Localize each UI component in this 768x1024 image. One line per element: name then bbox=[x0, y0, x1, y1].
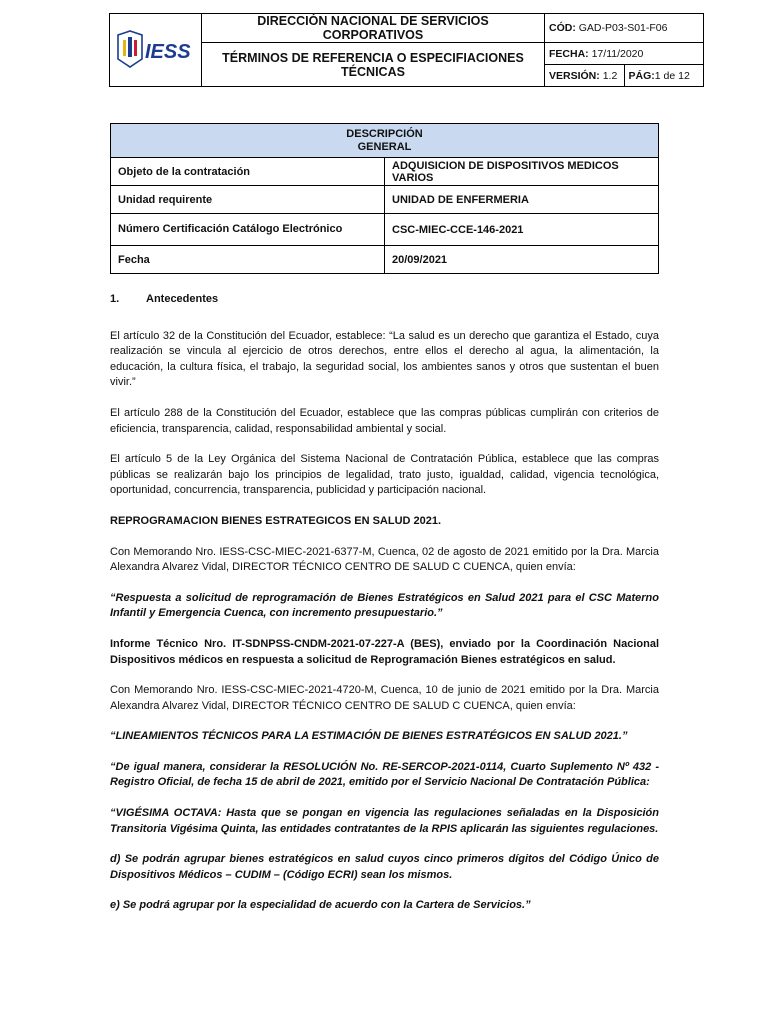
document-header bbox=[109, 13, 704, 87]
quote: “VIGÉSIMA OCTAVA: Hasta que se pongan en vigencia las regulaciones señaladas en la Disposición Transitoria Vigésima Quinta, las entidades contratantes de la RPIS aplicarán las siguientes regulaciones. bbox=[110, 807, 659, 835]
description-table bbox=[110, 123, 659, 274]
paragraph: Con Memorando Nro. IESS-CSC-MIEC-2021-4720-M, Cuenca, 10 de junio de 2021 emitido por la Dra. Marcia Alexandra Alvarez Vidal, DIRECTOR TÉCNICO CENTRO DE SALUD C CUENCA, quien envía: bbox=[110, 684, 659, 712]
row-label: Número Certificación Catálogo Electrónico bbox=[111, 214, 385, 246]
code-value: GAD-P03-S01-F06 bbox=[578, 22, 668, 34]
version-label: VERSIÓN: bbox=[549, 69, 600, 82]
date-label: FECHA: bbox=[549, 47, 589, 60]
paragraph: El artículo 288 de la Constitución del Ecuador, establece que las compras públicas cumplirán con criterios de eficiencia, transparencia, calidad, responsabilidad ambiental y social. bbox=[110, 406, 659, 435]
row-value: 20/09/2021 bbox=[385, 246, 659, 274]
logo-text: IESS bbox=[144, 40, 191, 63]
row-label: Unidad requirente bbox=[111, 186, 385, 214]
doc-title: TÉRMINOS DE REFERENCIA O ESPECIFIACIONES TÉCNICAS bbox=[202, 43, 545, 87]
heading-line-1: DESCRIPCIÓN bbox=[346, 127, 423, 140]
quote: d) Se podrán agrupar bienes estratégicos en salud cuyos cinco primeros dígitos del Código Único de Dispositivos Médicos – CUDIM – (Código ECRI) sean los mismos. bbox=[110, 853, 659, 881]
section-title: Antecedentes bbox=[146, 293, 219, 305]
paragraph: Informe Técnico Nro. IT-SDNPSS-CNDM-2021-07-227-A (BES), enviado por la Coordinación Nacional Dispositivos médicos en respuesta a solicitud de Reprogramación Bienes estratégicos en salud. bbox=[110, 637, 659, 666]
paragraph: El artículo 5 de la Ley Orgánica del Sistema Nacional de Contratación Pública, establece que las compras públicas se realizarán bajo los principios de legalidad, trato justo, igualdad, calidad, vigencia tecnológica, oportunidad, concurrencia, transparencia, publicidad y participación nacional. bbox=[110, 453, 659, 497]
quote: “LINEAMIENTOS TÉCNICOS PARA LA ESTIMACIÓN DE BIENES ESTRATÉGICOS EN SALUD 2021.” bbox=[110, 730, 628, 743]
page-value: 1 de 12 bbox=[654, 69, 690, 82]
row-value: ADQUISICION DE DISPOSITIVOS MEDICOS VARIOS bbox=[385, 158, 659, 186]
version-value: 1.2 bbox=[602, 69, 618, 82]
table-row bbox=[111, 186, 659, 214]
date-cell bbox=[545, 43, 704, 65]
paragraph: Con Memorando Nro. IESS-CSC-MIEC-2021-6377-M, Cuenca, 02 de agosto de 2021 emitido por la Dra. Marcia Alexandra Alvarez Vidal, DIRECTOR TÉCNICO CENTRO DE SALUD C CUENCA, quien envía: bbox=[110, 545, 659, 574]
quote: e) Se podrá agrupar por la especialidad de acuerdo con la Cartera de Servicios.” bbox=[110, 899, 531, 912]
row-value: CSC-MIEC-CCE-146-2021 bbox=[385, 214, 659, 246]
quote: “De igual manera, considerar la RESOLUCIÓN No. RE-SERCOP-2021-0114, Cuarto Suplemento Nº 432 - Registro Oficial, de fecha 15 de abril de 2021, emitido por el Servicio Nacional De Contratación Pública: bbox=[110, 760, 659, 789]
row-label: Fecha bbox=[111, 246, 385, 274]
section-number: 1. bbox=[110, 293, 120, 305]
table-row bbox=[111, 246, 659, 274]
date-value: 17/11/2020 bbox=[591, 47, 644, 60]
paragraph: El artículo 32 de la Constitución del Ecuador, establece: “La salud es un derecho que garantiza el Estado, cuya realización se vincula al ejercicio de otros derechos, entre ellos el derecho al agua, la alimentación, la educación, la cultura física, el trabajo, la seguridad social, los ambientes sanos y otros que sustentan el buen vivir.” bbox=[110, 329, 659, 389]
org-title: DIRECCIÓN NACIONAL DE SERVICIOS CORPORATIVOS bbox=[202, 14, 545, 43]
page-label: PÁG: bbox=[628, 69, 655, 82]
document-body bbox=[110, 292, 659, 929]
code-cell bbox=[545, 14, 704, 43]
row-value: UNIDAD DE ENFERMERIA bbox=[385, 186, 659, 214]
code-label: CÓD: bbox=[549, 22, 576, 34]
version-cell bbox=[545, 65, 625, 87]
quote: “Respuesta a solicitud de reprogramación de Bienes Estratégicos en Salud 2021 para el CSC Materno Infantil y Emergencia Cuenca, con incremento presupuestario.” bbox=[110, 591, 659, 620]
subheading: REPROGRAMACION BIENES ESTRATEGICOS EN SALUD 2021. bbox=[110, 514, 442, 527]
description-heading bbox=[111, 124, 659, 158]
table-row bbox=[111, 158, 659, 186]
page-cell bbox=[624, 65, 704, 87]
table-row bbox=[111, 214, 659, 246]
iess-logo-icon bbox=[114, 29, 198, 69]
logo-cell bbox=[110, 14, 202, 87]
heading-line-2: GENERAL bbox=[357, 140, 412, 153]
row-label: Objeto de la contratación bbox=[111, 158, 385, 186]
section-heading bbox=[110, 292, 659, 308]
